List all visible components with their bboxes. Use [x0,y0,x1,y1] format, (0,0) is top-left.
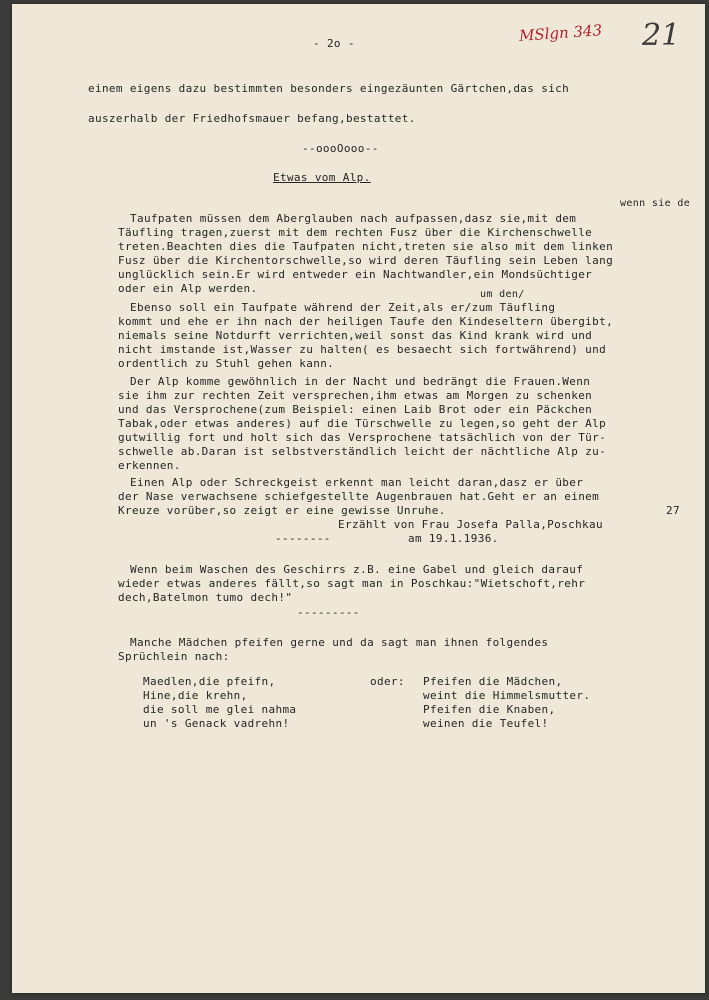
archive-mark: MSlgn 343 [518,21,603,45]
text-line: ordentlich zu Stuhl gehen kann. [118,357,335,370]
verse-line: weint die Himmelsmutter. [423,689,591,702]
verse-line: Hine,die krehn, [143,689,248,702]
text-line: unglücklich sein.Er wird entweder ein Nachtwandler,ein Mondsüchtiger [118,268,593,281]
text-line: schwelle ab.Daran ist selbstverständlich leicht der nächtliche Alp zu- [118,445,607,458]
verse-conjunction: oder: [370,675,405,688]
text-line: erkennen. [118,459,181,472]
document-page [12,4,705,993]
text-line: Sprüchlein nach: [118,650,230,663]
text-line: gutwillig fort und holt sich das Versprochene tatsächlich von der Tür- [118,431,607,444]
text-line: Fusz über die Kirchentorschwelle,so wird deren Täufling sein Leben lang [118,254,614,267]
text-line: treten.Beachten dies die Taufpaten nicht,treten sie also mit dem linken [118,240,614,253]
insertion: wenn sie de [620,198,691,209]
text-line: nicht imstande ist,Wasser zu halten( es besaecht sich fortwährend) und [118,343,607,356]
page-number: - 2o - [313,37,355,50]
text-line: kommt und ehe er ihn nach der heiligen Taufe den Kindeseltern übergibt, [118,315,614,328]
separator: --oooOooo-- [302,142,379,155]
verse-line: Pfeifen die Knaben, [423,703,556,716]
text-line: Taufpaten müssen dem Aberglauben nach aufpassen,dasz sie,mit dem [130,212,577,225]
separator: --------- [297,606,360,619]
text-line: auszerhalb der Friedhofsmauer befang,bestattet. [88,112,416,125]
text-line: dech,Batelmon tumo dech!" [118,591,293,604]
verse-line: weinen die Teufel! [423,717,549,730]
text-line: einem eigens dazu bestimmten besonders eingezäunten Gärtchen,das sich [88,82,570,95]
text-line: Der Alp komme gewöhnlich in der Nacht und bedrängt die Frauen.Wenn [130,375,591,388]
text-line: Tabak,oder etwas anderes) auf die Türschwelle zu legen,so geht der Alp [118,417,607,430]
text-line: Einen Alp oder Schreckgeist erkennt man leicht daran,dasz er über [130,476,584,489]
verse-line: die soll me glei nahma [143,703,297,716]
verse-line: Pfeifen die Mädchen, [423,675,563,688]
folio-number: 21 [642,18,681,53]
text-line: niemals seine Notdurft verrichten,weil sonst das Kind krank wird und [118,329,593,342]
text-line: wieder etwas anderes fällt,so sagt man in Poschkau:"Wietschoft,rehr [118,577,586,590]
section-title: Etwas vom Alp. [273,171,371,184]
separator: -------- [275,532,331,545]
text-line: Wenn beim Waschen des Geschirrs z.B. eine Gabel und gleich darauf [130,563,584,576]
attribution-line: am 19.1.1936. [408,532,499,545]
text-line: Manche Mädchen pfeifen gerne und da sagt man ihnen folgendes [130,636,549,649]
text-line: und das Versprochene(zum Beispiel: einen Laib Brot oder ein Päckchen [118,403,593,416]
text-line: der Nase verwachsene schiefgestellte Augenbrauen hat.Geht er an einem [118,490,600,503]
attribution-line: Erzählt von Frau Josefa Palla,Poschkau [338,518,603,531]
verse-line: un 's Genack vadrehn! [143,717,290,730]
text-line: sie ihm zur rechten Zeit versprechen,ihm etwas am Morgen zu schenken [118,389,593,402]
text-line: Täufling tragen,zuerst mit dem rechten Fusz über die Kirchenschwelle [118,226,593,239]
verse-line: Maedlen,die pfeifn, [143,675,276,688]
text-line: oder ein Alp werden. [118,282,258,295]
text-line: Kreuze vorüber,so zeigt er eine gewisse Unruhe. [118,504,446,517]
item-number: 27 [666,504,680,517]
text-line: Ebenso soll ein Taufpate während der Zeit,als er/zum Täufling [130,301,556,314]
insertion: um den/ [480,289,525,300]
